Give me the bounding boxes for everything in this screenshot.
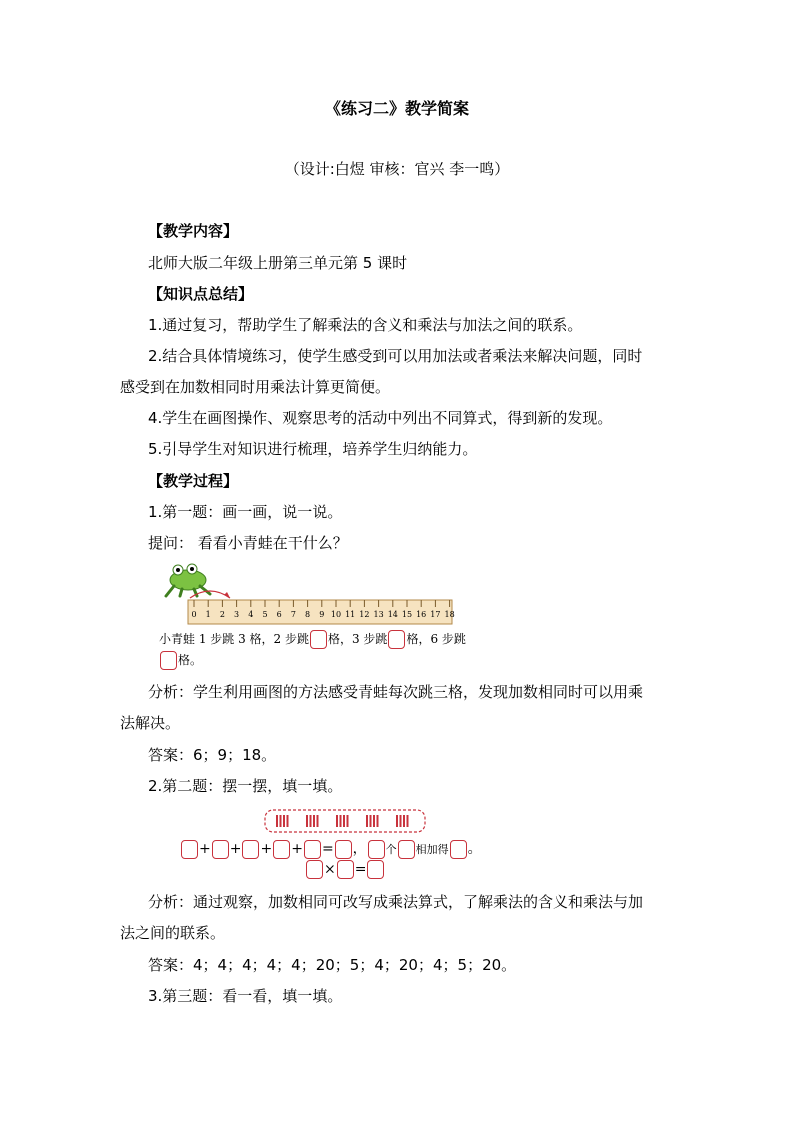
ruler-tick-label: 0 bbox=[191, 610, 197, 619]
knowledge-item-5: 5.引导学生对知识进行梳理，培养学生归纳能力。 bbox=[148, 440, 478, 458]
stick bbox=[306, 815, 308, 827]
stick bbox=[396, 815, 398, 827]
knowledge-item-2-line-1: 2.结合具体情境练习，使学生感受到可以用加法或者乘法来解决问题，同时 bbox=[148, 347, 643, 365]
question-1-analysis-line-1: 分析：学生利用画图的方法感受青蛙每次跳三格，发现加数相同时可以用乘 bbox=[148, 683, 644, 701]
knowledge-item-4: 4.学生在画图操作、观察思考的活动中列出不同算式，得到新的发现。 bbox=[148, 409, 613, 427]
period: 。 bbox=[467, 841, 482, 857]
stick bbox=[283, 815, 285, 827]
comma: ， bbox=[352, 841, 367, 857]
ruler-tick-label: 6 bbox=[276, 610, 282, 619]
question-1-answer: 答案：6；9；18。 bbox=[148, 746, 277, 764]
stick bbox=[377, 815, 379, 827]
stick bbox=[336, 815, 338, 827]
question-3-title: 3.第三题：看一看，填一填。 bbox=[148, 987, 343, 1005]
blank-box[interactable] bbox=[368, 840, 385, 859]
stick bbox=[276, 815, 278, 827]
times-sign: × bbox=[324, 861, 336, 878]
caption-part-1: 小青蛙 1 步跳 3 格，2 步跳 bbox=[159, 632, 309, 646]
ruler-tick-label: 3 bbox=[234, 610, 240, 619]
question-2-title: 2.第二题：摆一摆，填一填。 bbox=[148, 777, 343, 795]
ruler-tick-label: 15 bbox=[401, 610, 413, 619]
stick bbox=[317, 815, 319, 827]
knowledge-item-2-line-2: 感受到在加数相同时用乘法计算更简便。 bbox=[120, 378, 391, 396]
plus-sign: + bbox=[291, 841, 303, 857]
knowledge-item-1: 1.通过复习，帮助学生了解乘法的含义和乘法与加法之间的联系。 bbox=[148, 316, 583, 334]
page-title: 《练习二》教学简案 bbox=[324, 99, 469, 118]
blank-box[interactable] bbox=[367, 860, 384, 879]
stick bbox=[400, 815, 402, 827]
stick bbox=[280, 815, 282, 827]
stick bbox=[366, 815, 368, 827]
ruler-tick-label: 13 bbox=[373, 610, 384, 619]
heading-process: 【教学过程】 bbox=[148, 472, 239, 490]
blank-box[interactable] bbox=[273, 840, 290, 859]
blank-box[interactable] bbox=[388, 630, 405, 649]
equals-sign: = bbox=[354, 861, 367, 878]
ruler-tick-label: 18 bbox=[444, 610, 455, 619]
ruler-tick-label: 1 bbox=[205, 610, 211, 619]
stick bbox=[313, 815, 315, 827]
blank-box[interactable] bbox=[335, 840, 352, 859]
ruler-tick-label: 10 bbox=[330, 610, 342, 619]
ruler-tick-label: 9 bbox=[319, 610, 325, 619]
blank-box[interactable] bbox=[304, 840, 321, 859]
ruler-tick-label: 14 bbox=[387, 610, 398, 619]
ruler-tick-label: 5 bbox=[262, 610, 268, 619]
plus-sign: + bbox=[199, 841, 211, 857]
stick bbox=[340, 815, 342, 827]
question-2-analysis-line-2: 法之间的联系。 bbox=[120, 924, 226, 942]
plus-sign: + bbox=[229, 841, 242, 857]
add-result-label: 相加得 bbox=[415, 843, 449, 856]
caption-part-2: 格，3 步跳 bbox=[327, 632, 388, 646]
blank-box[interactable] bbox=[398, 840, 415, 859]
question-1-analysis-line-2: 法解决。 bbox=[120, 714, 181, 732]
blank-box[interactable] bbox=[160, 651, 177, 670]
blank-box[interactable] bbox=[181, 840, 198, 859]
byline: （设计:白煜 审核：官兴 李一鸣） bbox=[284, 160, 510, 178]
ruler-tick-label: 4 bbox=[248, 610, 254, 619]
question-1-prompt: 提问： 看看小青蛙在干什么？ bbox=[148, 534, 348, 552]
stick bbox=[373, 815, 375, 827]
content-text: 北师大版二年级上册第三单元第 5 课时 bbox=[148, 254, 408, 272]
blank-box[interactable] bbox=[450, 840, 467, 859]
sticks-illustration bbox=[264, 809, 426, 833]
stick bbox=[287, 815, 289, 827]
ruler-tick-label: 12 bbox=[359, 610, 370, 619]
plus-sign: + bbox=[260, 841, 273, 857]
ruler-tick-label: 7 bbox=[290, 610, 296, 619]
heading-content: 【教学内容】 bbox=[148, 222, 239, 240]
ge-label: 个 bbox=[385, 843, 397, 856]
frog-ruler-figure bbox=[160, 562, 460, 632]
stick bbox=[310, 815, 312, 827]
stick bbox=[347, 815, 349, 827]
ruler-tick-label: 17 bbox=[430, 610, 441, 619]
blank-box[interactable] bbox=[310, 630, 327, 649]
blank-box[interactable] bbox=[242, 840, 259, 859]
blank-box[interactable] bbox=[337, 860, 354, 879]
caption-part-4: 格。 bbox=[178, 653, 203, 667]
stick bbox=[370, 815, 372, 827]
frog-ruler-illustration bbox=[160, 562, 460, 632]
multiplication-equation bbox=[305, 860, 385, 879]
heading-knowledge: 【知识点总结】 bbox=[148, 285, 254, 303]
stick bbox=[343, 815, 345, 827]
sticks-figure bbox=[264, 809, 426, 833]
ruler-tick-label: 2 bbox=[219, 610, 225, 619]
stick bbox=[407, 815, 409, 827]
figure-1-caption-line-2 bbox=[159, 650, 202, 670]
ruler-tick-label: 16 bbox=[416, 610, 427, 619]
stick bbox=[403, 815, 405, 827]
blank-box[interactable] bbox=[306, 860, 323, 879]
ruler-tick-label: 8 bbox=[305, 610, 311, 619]
question-2-answer: 答案：4；4；4；4；4；20；5；4；20；4；5；20。 bbox=[148, 956, 517, 974]
question-2-analysis-line-1: 分析：通过观察，加数相同可改写成乘法算式，了解乘法的含义和乘法与加 bbox=[148, 893, 644, 911]
question-1-title: 1.第一题：画一画，说一说。 bbox=[148, 503, 343, 521]
caption-part-3: 格，6 步跳 bbox=[406, 632, 466, 646]
addition-equation bbox=[180, 838, 482, 859]
ruler-tick-label: 11 bbox=[345, 610, 356, 619]
blank-box[interactable] bbox=[212, 840, 229, 859]
equals-sign: = bbox=[321, 841, 334, 857]
figure-1-caption-line-1 bbox=[159, 629, 466, 649]
